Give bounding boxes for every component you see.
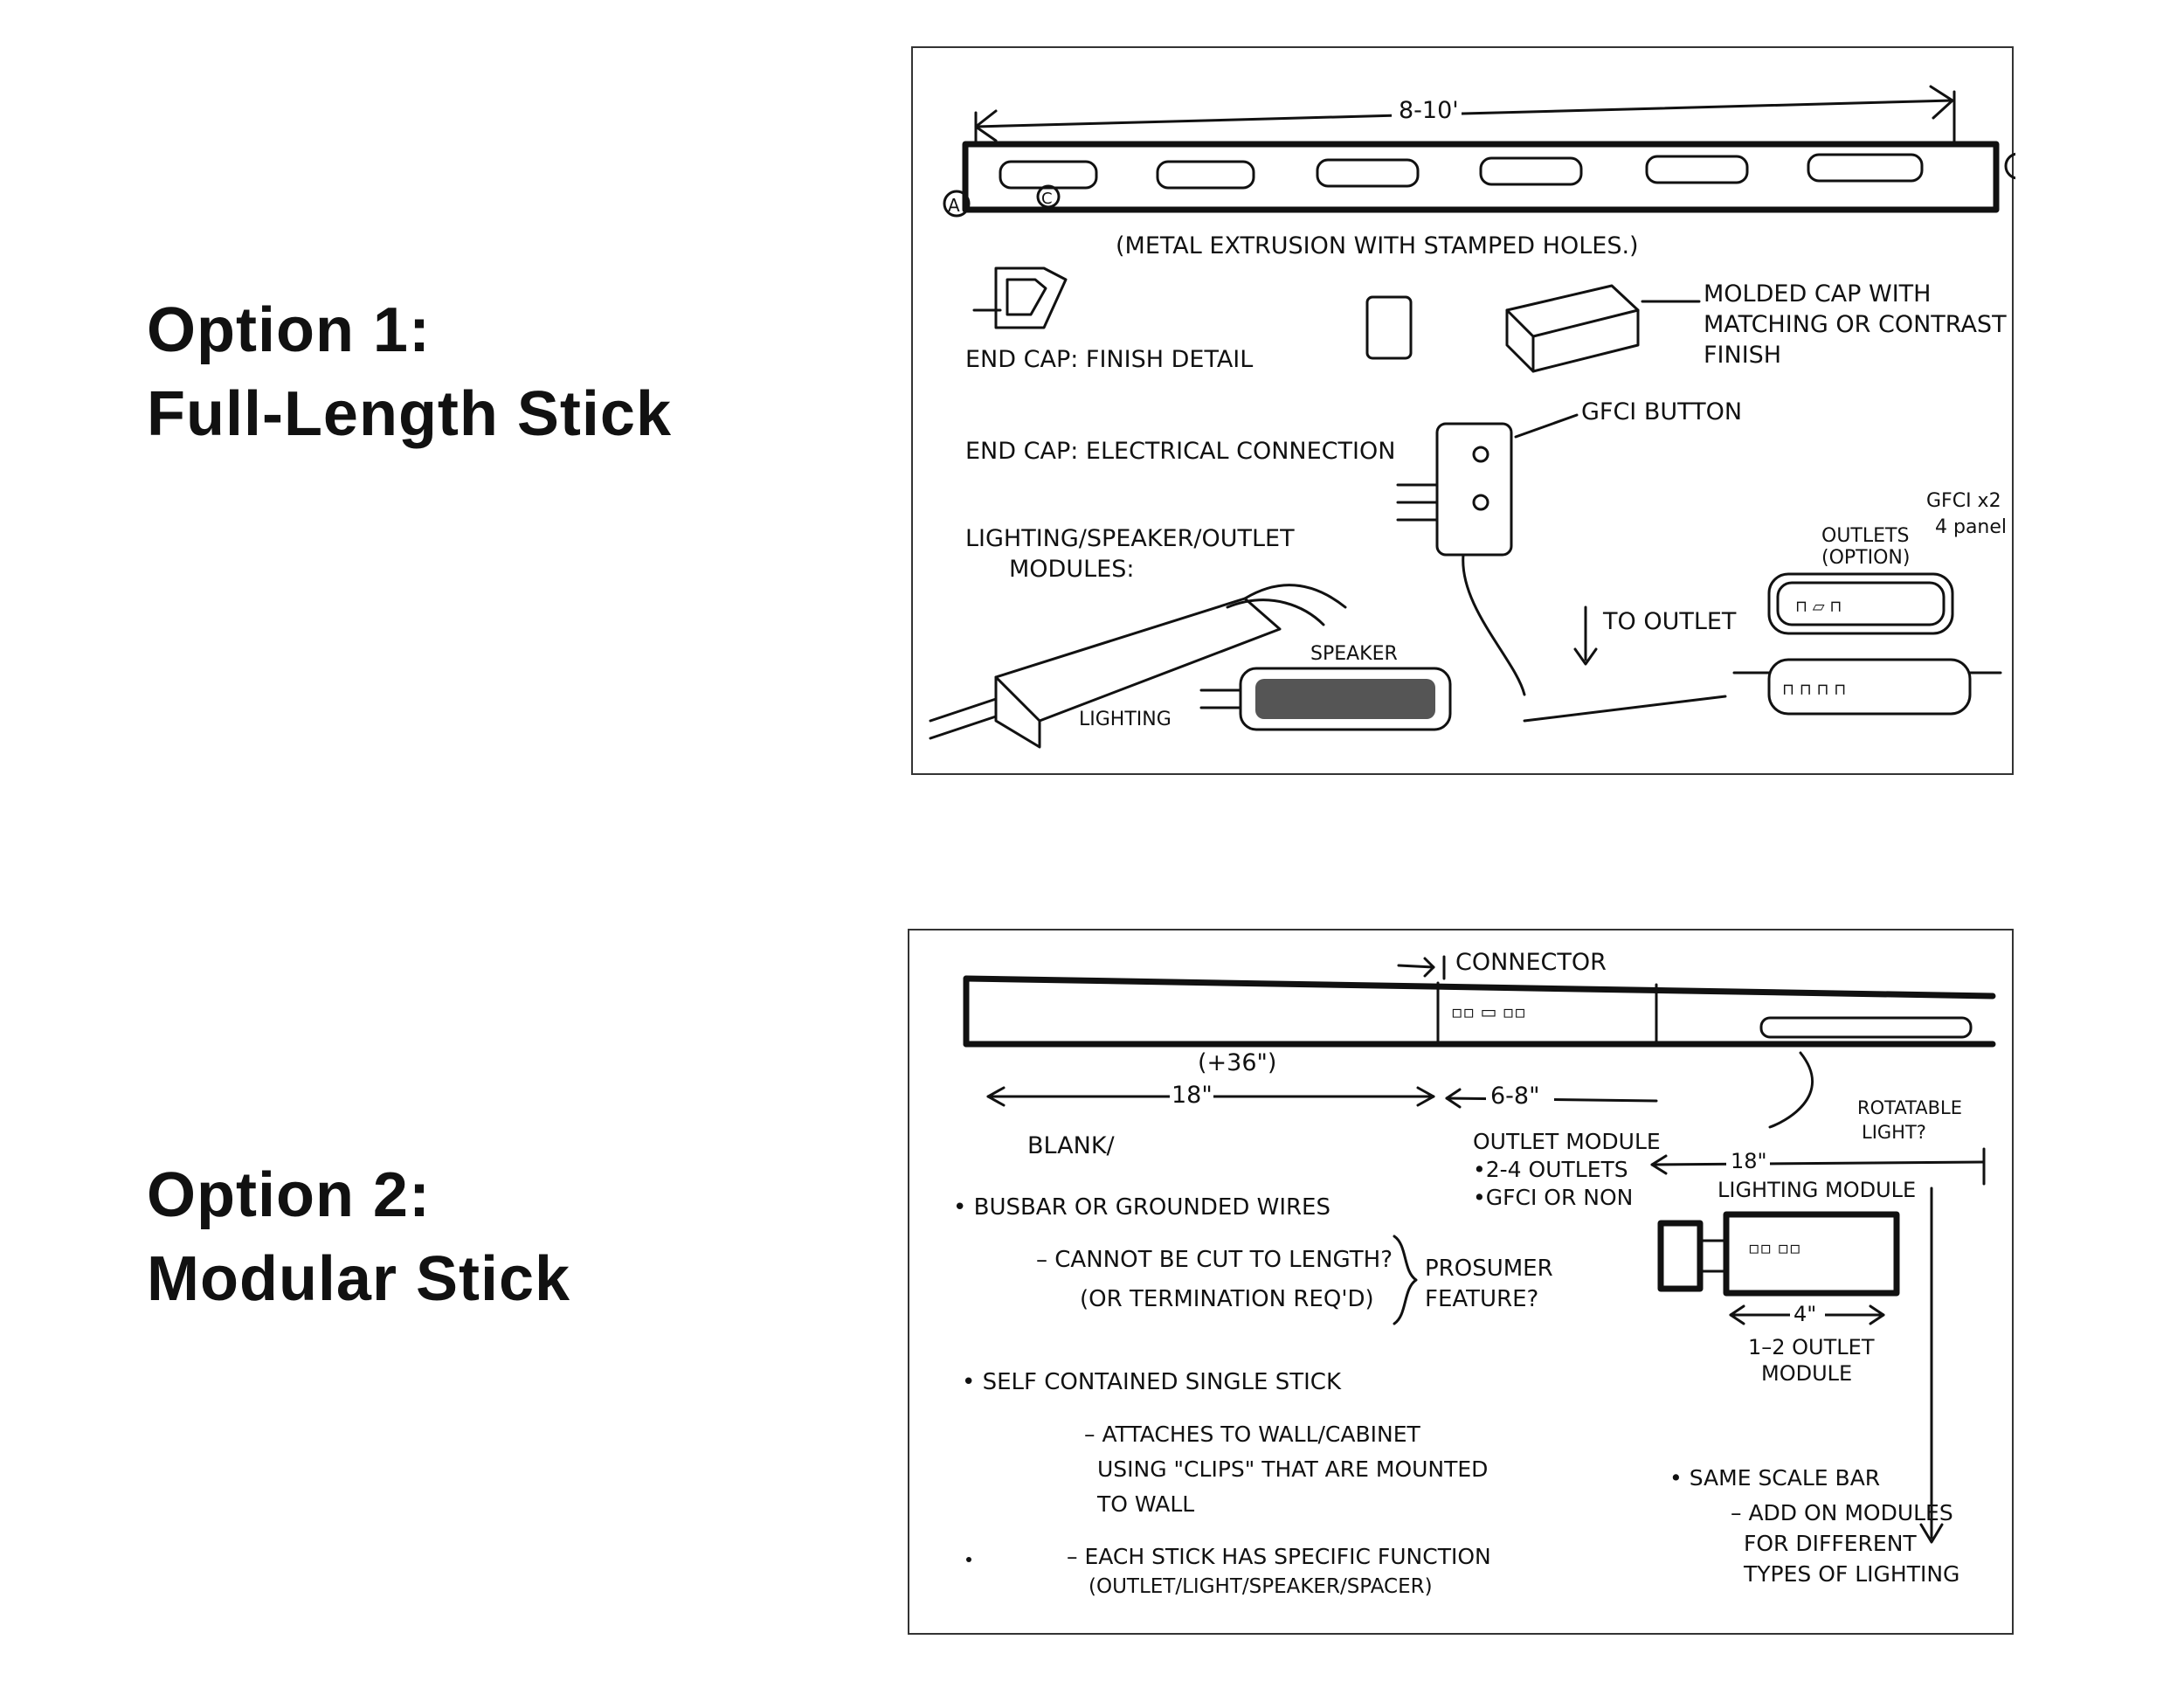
rotatable-note-line-1: ROTATABLE — [1857, 1097, 1962, 1118]
option-2-heading — [147, 1153, 570, 1321]
option-1-sketch — [911, 46, 2014, 775]
option-1-number: Option 1: — [147, 295, 431, 365]
connector-arrow — [1399, 957, 1444, 979]
point-b-marker — [2006, 154, 2015, 178]
option-1-sketch-drawing — [913, 48, 2015, 777]
svg-text:▫▫ ▫▫: ▫▫ ▫▫ — [1748, 1237, 1801, 1258]
busbar-note: • BUSBAR OR GROUNDED WIRES — [953, 1194, 1330, 1221]
prosumer-note-line-1: PROSUMER — [1425, 1256, 1553, 1282]
point-c-label: C — [1041, 190, 1053, 208]
molded-cap-note-line-1: MOLDED CAP WITH — [1704, 280, 1932, 308]
option-1-title: Full-Length Stick — [147, 379, 672, 449]
outlets-note-line-2: (OPTION) — [1821, 547, 1911, 569]
svg-text:⊓ ▱ ⊓: ⊓ ▱ ⊓ — [1795, 598, 1842, 616]
gfci-button-note: GFCI BUTTON — [1581, 398, 1743, 425]
add-on-note-line-1: – ADD ON MODULES — [1731, 1500, 1953, 1525]
outlet-arrow-line — [1524, 696, 1725, 721]
molded-cap-sketch — [1507, 286, 1699, 371]
rotatable-light-sketch — [1761, 1018, 1971, 1037]
blank-extended-length-label: (+36") — [1198, 1049, 1277, 1076]
each-stick-note-line-1: – EACH STICK HAS SPECIFIC FUNCTION — [1067, 1544, 1491, 1569]
to-outlet-arrow — [1575, 607, 1596, 664]
prosumer-note-line-2: FEATURE? — [1425, 1286, 1539, 1312]
speaker-note: SPEAKER — [1310, 643, 1398, 665]
end-cap-sketch — [1367, 297, 1411, 358]
option-2-sketch-drawing — [909, 930, 2015, 1636]
modules-note-line-1: LIGHTING/SPEAKER/OUTLET — [965, 525, 1295, 552]
blank-length-label: 18" — [1171, 1082, 1213, 1109]
gfci-connector-sketch — [1398, 415, 1577, 695]
blank-note: BLANK/ — [1027, 1132, 1115, 1159]
option-1-heading — [147, 288, 672, 456]
rotatable-arrow — [1770, 1053, 1813, 1127]
molded-cap-note-line-2: MATCHING OR CONTRAST — [1704, 311, 2007, 338]
add-on-note-line-3: TYPES OF LIGHTING — [1744, 1561, 1960, 1587]
end-cap-a-note: END CAP: FINISH DETAIL — [965, 346, 1254, 373]
four-inch-label: 4" — [1794, 1302, 1817, 1326]
speaker-sketch — [1201, 668, 1450, 730]
self-contained-note: • SELF CONTAINED SINGLE STICK — [962, 1369, 1341, 1395]
rotatable-note-line-2: LIGHT? — [1862, 1122, 1926, 1143]
point-a-label: A — [948, 195, 960, 216]
lighting-module-note: LIGHTING MODULE — [1717, 1178, 1917, 1202]
length-label: 8-10' — [1399, 97, 1459, 124]
attaches-note-line-3: TO WALL — [1097, 1491, 1195, 1517]
attaches-note-line-2: USING "CLIPS" THAT ARE MOUNTED — [1097, 1456, 1489, 1482]
svg-text:▫▫ ▭ ▫▫: ▫▫ ▭ ▫▫ — [1451, 1001, 1526, 1022]
one-two-outlet-note-line-2: MODULE — [1761, 1361, 1853, 1386]
bullet-dot — [966, 1557, 971, 1562]
option-2-number: Option 2: — [147, 1160, 431, 1230]
outlet-module-length-label: 6-8" — [1490, 1083, 1540, 1110]
outlet-module-on-stick — [1451, 1001, 1526, 1022]
connector-note: CONNECTOR — [1455, 949, 1607, 976]
outlet-panel-two — [1769, 574, 1952, 633]
attaches-note-line-1: – ATTACHES TO WALL/CABINET — [1084, 1422, 1420, 1447]
option-2-title: Modular Stick — [147, 1244, 571, 1314]
molded-cap-note-line-3: FINISH — [1704, 342, 1782, 369]
lighting-module-length-label: 18" — [1731, 1149, 1767, 1173]
to-outlet-note: TO OUTLET — [1603, 608, 1737, 635]
same-scale-note: • SAME SCALE BAR — [1669, 1465, 1881, 1491]
modules-note-line-2: MODULES: — [1009, 556, 1135, 583]
end-cap-profile — [974, 268, 1066, 328]
end-cap-b-note: END CAP: ELECTRICAL CONNECTION — [965, 438, 1396, 465]
cannot-cut-note: – CANNOT BE CUT TO LENGTH? — [1036, 1247, 1393, 1273]
prosumer-brace — [1394, 1236, 1416, 1324]
extrusion-note: (METAL EXTRUSION WITH STAMPED HOLES.) — [1116, 232, 1639, 259]
one-two-outlet-note-line-1: 1–2 OUTLET — [1748, 1335, 1875, 1359]
option-2-sketch — [908, 929, 2014, 1635]
outlet-panel-four — [1734, 660, 2001, 714]
termination-note: (OR TERMINATION REQ'D) — [1080, 1286, 1374, 1312]
outlet-module-note-line-3: •GFCI OR NON — [1473, 1185, 1634, 1210]
svg-text:⊓ ⊓ ⊓ ⊓: ⊓ ⊓ ⊓ ⊓ — [1782, 681, 1847, 699]
stamped-holes — [1000, 155, 1922, 188]
lighting-note: LIGHTING — [1079, 709, 1171, 730]
each-stick-note-line-2: (OUTLET/LIGHT/SPEAKER/SPACER) — [1089, 1575, 1433, 1598]
outlet-module-note-line-1: OUTLET MODULE — [1473, 1129, 1661, 1154]
one-two-outlet-module-sketch — [1661, 1214, 1897, 1293]
add-on-note-line-2: FOR DIFFERENT — [1744, 1531, 1917, 1556]
outlets-note-line-1: OUTLETS — [1821, 525, 1910, 547]
outlet-module-note-line-2: •2-4 OUTLETS — [1473, 1157, 1628, 1182]
length-dimension-line — [976, 86, 1954, 146]
four-panel-note: 4 panel — [1935, 516, 2008, 538]
gfci-x2-note: GFCI x2 — [1926, 490, 2001, 512]
